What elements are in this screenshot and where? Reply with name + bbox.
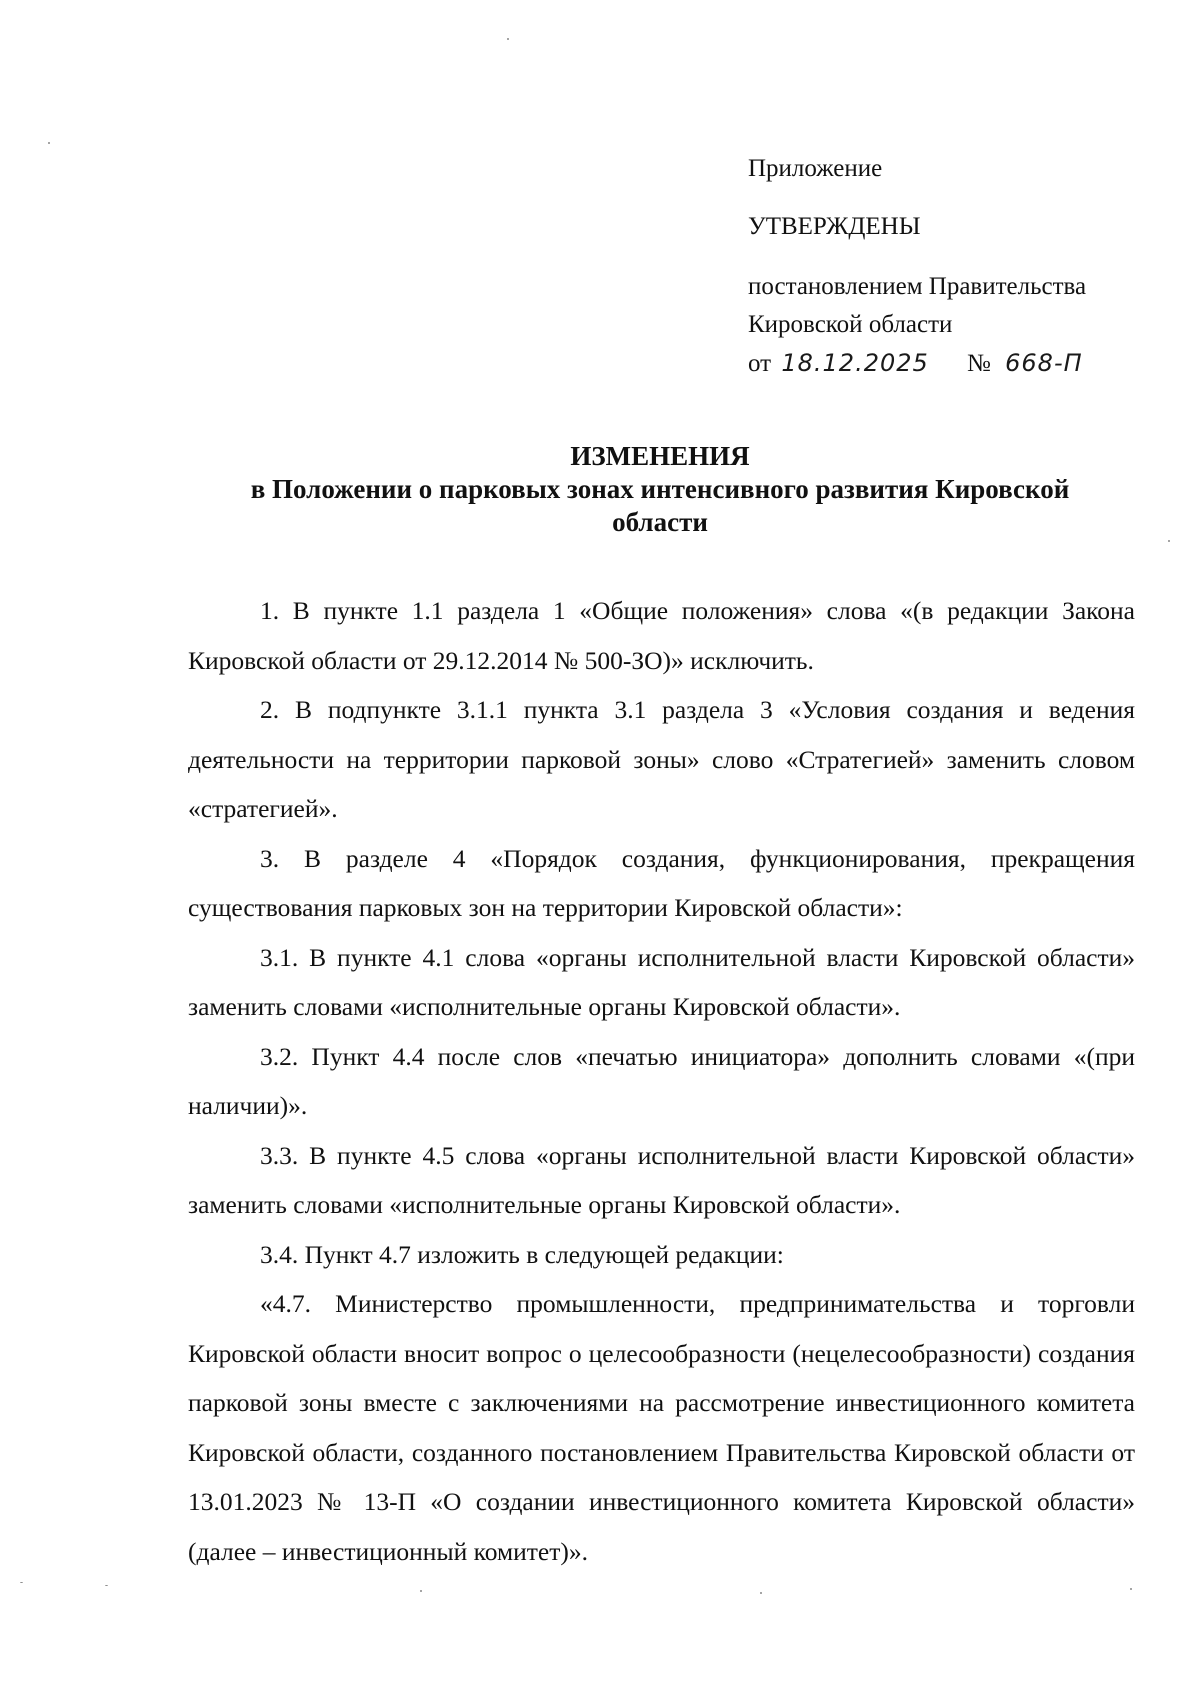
paragraph-4-7-quote: «4.7. Министерство промышленности, предпринимательства и торговли Кировской области вносит вопрос о целесообразности (нецелесообразности) создания парковой зоны вместе с заключениями на рассмотрение инвестиционного комитета Кировской области, созданного постановлением Правительства Кировской области от 13.01.2023 № 13-П «О создании инвестиционного комитета Кировской области» (далее – инвестиционный комитет)».	[188, 1289, 1135, 1566]
paragraph-3-4: 3.4. Пункт 4.7 изложить в следующей редакции:	[260, 1239, 784, 1269]
scan-speck	[20, 1582, 23, 1583]
scan-speck	[507, 38, 509, 40]
paragraph-3-3: 3.3. В пункте 4.5 слова «органы исполнительной власти Кировской области» заменить словами «исполнительные органы Кировской области».	[188, 1140, 1135, 1219]
title-subheading: в Положении о парковых зонах интенсивного развития Кировской области	[250, 474, 1070, 537]
from-prefix: от	[748, 350, 772, 377]
paragraph-1: 1. В пункте 1.1 раздела 1 «Общие положения» слова «(в редакции Закона Кировской области от 29.12.2014 № 500-ЗО)» исключить.	[188, 596, 1135, 675]
scan-speck	[760, 1592, 762, 1594]
scan-speck	[420, 1590, 422, 1592]
document-body	[188, 586, 1135, 1576]
decree-line-1: постановлением Правительства	[748, 273, 1087, 300]
title-heading: ИЗМЕНЕНИЯ	[570, 441, 750, 471]
scan-speck	[1130, 1588, 1132, 1590]
handwritten-number: 668-П	[1005, 349, 1083, 377]
paragraph-3: 3. В разделе 4 «Порядок создания, функционирования, прекращения существования парковых зон на территории Кировской области»:	[188, 843, 1135, 922]
paragraph-2: 2. В подпункте 3.1.1 пункта 3.1 раздела 3 «Условия создания и ведения деятельности на территории парковой зоны» слово «Стратегией» заменить словом «стратегией».	[188, 695, 1135, 823]
approval-block	[748, 150, 1168, 383]
approved-label: УТВЕРЖДЕНЫ	[748, 213, 921, 240]
number-prefix: №	[967, 350, 991, 377]
scan-speck	[48, 142, 50, 144]
decree-reference	[748, 268, 1168, 383]
scan-speck	[105, 1585, 108, 1586]
decree-line-2: Кировской области	[748, 311, 953, 338]
document-title	[185, 440, 1135, 539]
scan-speck	[1168, 540, 1170, 542]
paragraph-3-2: 3.2. Пункт 4.4 после слов «печатью инициатора» дополнить словами «(при наличии)».	[188, 1041, 1135, 1120]
decree-date-number-line	[748, 344, 1168, 383]
appendix-label: Приложение	[748, 155, 883, 182]
handwritten-date: 18.12.2025	[781, 349, 929, 377]
paragraph-3-1: 3.1. В пункте 4.1 слова «органы исполнительной власти Кировской области» заменить словами «исполнительные органы Кировской области».	[188, 942, 1135, 1021]
